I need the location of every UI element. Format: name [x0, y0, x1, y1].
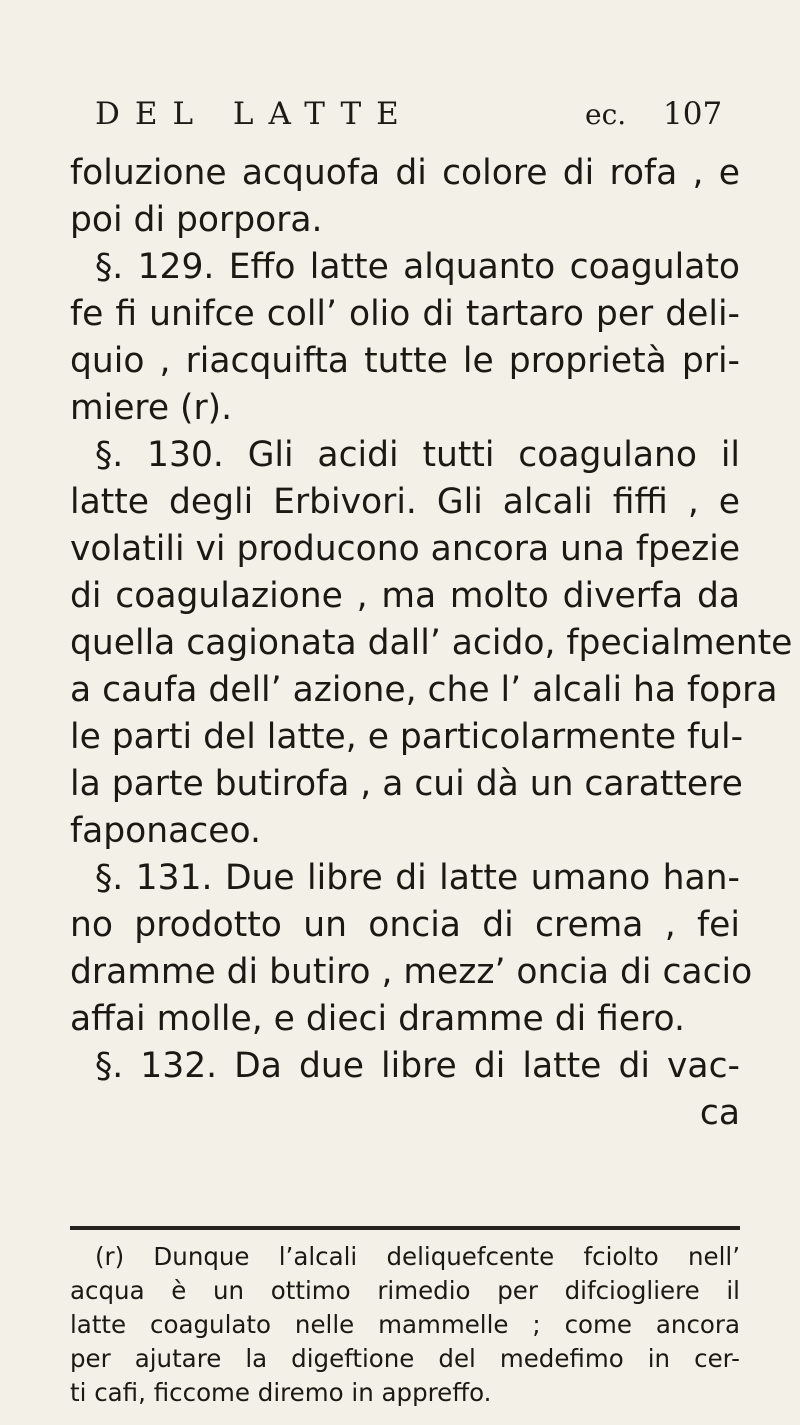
text-line: latte degli Erbivori. Gli alcali fiffi , e [70, 482, 740, 522]
footnote-line: (r) Dunque l’alcali deliquefcente fciolto nell’ [95, 1242, 740, 1271]
footnote-line: latte coagulato nelle mammelle ; come ancora [70, 1310, 740, 1339]
footnote [70, 1240, 740, 1410]
paragraph-130-start: §. 130. Gli acidi tutti coagulano il [95, 435, 740, 475]
footnote-line: acqua è un ottimo rimedio per difciogliere il [70, 1276, 740, 1305]
paragraph-129-start: §. 129. Effo latte alquanto coagulato [95, 247, 740, 287]
text-line: le parti del latte, e particolarmente ful- [70, 717, 744, 757]
text-line: faponaceo. [70, 811, 261, 851]
text-line: quio , riacquifta tutte le proprietà pri- [70, 341, 740, 381]
text-line: la parte butirofa , a cui dà un carattere [70, 764, 743, 804]
text-line: quella cagionata dall’ acido, fpecialmente [70, 623, 793, 663]
text-line: volatili vi producono ancora una fpezie [70, 529, 741, 569]
paragraph-131-start: §. 131. Due libre di latte umano han- [95, 858, 740, 898]
running-abbreviation: ec. [585, 98, 627, 131]
text-line: no prodotto un oncia di crema , fei [70, 905, 740, 945]
page-number: 107 [663, 96, 723, 132]
main-text [70, 150, 793, 1137]
running-title: DEL LATTE [95, 96, 414, 132]
footnote-rule [70, 1226, 740, 1230]
paragraph-132-start: §. 132. Da due libre di latte di vac- [95, 1046, 740, 1086]
running-head [95, 96, 755, 146]
text-line: a caufa dell’ azione, che l’ alcali ha fopra [70, 670, 778, 710]
text-line: miere (r). [70, 388, 233, 428]
catchword: ca [699, 1093, 740, 1133]
text-line: foluzione acquofa di colore di rofa , e [70, 153, 740, 193]
text-line: poi di porpora. [70, 200, 323, 240]
text-line: fe fi unifce coll’ olio di tartaro per deli- [70, 294, 740, 334]
text-line: dramme di butiro , mezz’ oncia di cacio [70, 952, 753, 992]
footnote-line: per ajutare la digeftione del medefimo in cer- [70, 1344, 740, 1373]
footnote-line: ti cafi, ficcome diremo in appreffo. [70, 1378, 492, 1407]
text-line: di coagulazione , ma molto diverfa da [70, 576, 740, 616]
text-line: affai molle, e dieci dramme di fiero. [70, 999, 686, 1039]
